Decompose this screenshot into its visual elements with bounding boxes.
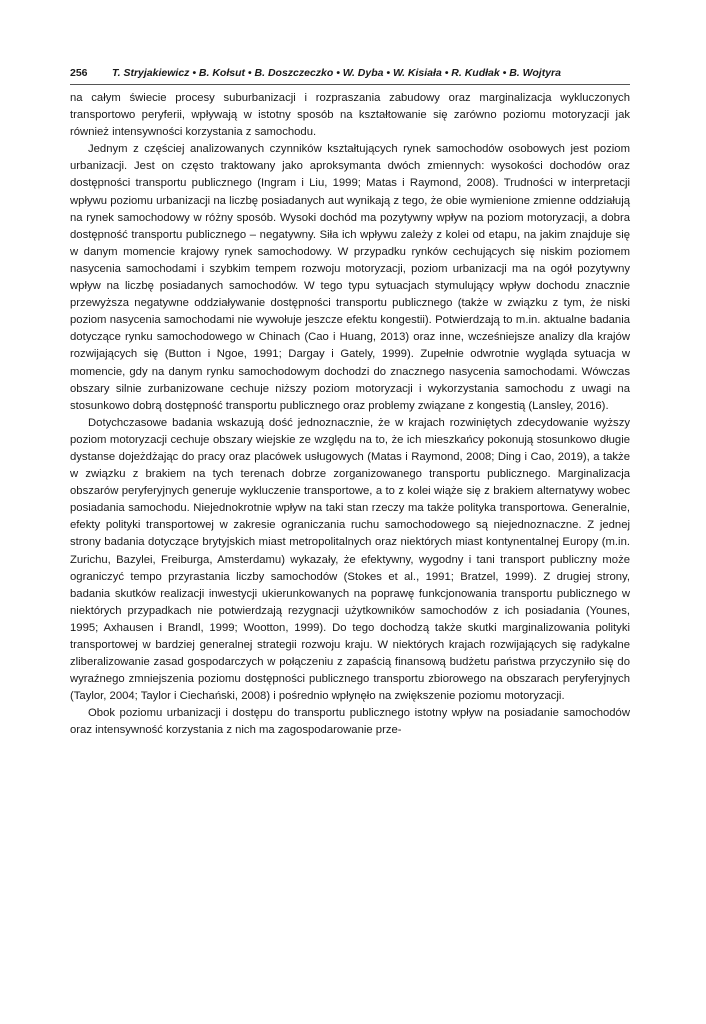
paragraph-2: Jednym z częściej analizowanych czynników kształtujących rynek samochodów osobowych jest poziom urbanizacji. Jest on często traktowany jako aproksymanta dwóch zmiennych: wysokości dochodów oraz dostępności transportu publicznego (Ingram i Liu, 1999; Matas i Raymond, 2008). Trudności w interpretacji wpływu poziomu urbanizacji na liczbę posiadanych aut wynikają z tego, że obie wymienione zmienne oddziałują na rynek samochodowy w różny sposób. Wysoki dochód ma pozytywny wpływ na poziom motoryzacji, a dobra dostępność transportu publicznego – negatywny. Siła ich wpływu zależy z kolei od etapu, na jakim znajduje się w danym momencie krajowy rynek samochodowy. W przypadku rynków cechujących się niskim poziomem nasycenia samochodami i szybkim tempem rozwoju motoryzacji, poziom urbanizacji ma na ogół pozytywny wpływ na liczbę posiadanych samochodów. W tego typu sytuacjach stymulujący wpływ dochodu znacznie przewyższa negatywne oddziaływanie dostępności transportu publicznego (także w związku z tym, że niski poziom nasycenia samochodami nie wywołuje jeszcze efektu kongestii). Potwierdzają to m.in. aktualne badania dotyczące rynku samochodowego w Chinach (Cao i Huang, 2013) oraz inne, wcześniejsze analizy dla krajów rozwijających się (Button i Ngoe, 1991; Dargay i Gately, 1999). Zupełnie odwrotnie wygląda sytuacja w momencie, gdy na danym rynku samochodowym dochodzi do znacznego nasycenia samochodami. Wówczas obszary silnie zurbanizowane cechuje niższy poziom motoryzacji i wykorzystania samochodu z uwagi na stosunkowo dobrą dostępność transportu publicznego oraz problemy związane z kongestią (Lansley, 2016).: [70, 143, 630, 412]
paragraph-1: na całym świecie procesy suburbanizacji i rozpraszania zabudowy oraz marginalizacja wykluczonych transportowo peryferii, wpływają w istotny sposób na kształtowanie się zarówno poziomu motoryzacji jak również intensywności korzystania z samochodu.: [70, 92, 630, 139]
paragraph-4: Obok poziomu urbanizacji i dostępu do transportu publicznego istotny wpływ na posiadanie samochodów oraz intensywność korzystania z nich ma zagospodarowanie prze-: [70, 707, 630, 737]
header-rule: [70, 84, 630, 85]
running-header: [70, 66, 630, 80]
running-header-authors: T. Stryjakiewicz • B. Kołsut • B. Doszczeczko • W. Dyba • W. Kisiała • R. Kudłak • B. Wojtyra: [112, 67, 561, 79]
page-number: 256: [70, 67, 88, 79]
paragraph-3: Dotychczasowe badania wskazują dość jednoznacznie, że w krajach rozwiniętych zdecydowanie wyższy poziom motoryzacji cechuje obszary wiejskie ze względu na to, że ich mieszkańcy pokonują stosunkowo długie dystanse dojeżdżając do pracy oraz placówek usługowych (Matas i Raymond, 2008; Ding i Cao, 2019), a także w związku z brakiem na tych terenach dobrze zorganizowanego transportu publicznego. Marginalizacja obszarów peryferyjnych generuje wykluczenie transportowe, a to z kolei wiąże się z brakiem alternatywy wobec posiadania samochodu. Niejednokrotnie wpływ na taki stan rzeczy ma także polityka transportowa. Generalnie, efekty polityki transportowej w zakresie ograniczania ruchu samochodowego są niejednoznaczne. Z jednej strony badania dotyczące brytyjskich miast metropolitalnych oraz niektórych miast kontynentalnej Europy (m.in. Zurichu, Bazylei, Freiburga, Amsterdamu) wykazały, że efektywny, wygodny i tani transport publiczny może ograniczyć tempo przyrastania liczby samochodów (Stokes et al., 1991; Bratzel, 1999). Z drugiej strony, badania skutków realizacji inwestycji ukierunkowanych na poprawę funkcjonowania transportu publicznego w niektórych przypadkach nie potwierdzają rezygnacji użytkowników samochodów z ich posiadania (Younes, 1995; Axhausen i Brandl, 1999; Wootton, 1999). Do tego dochodzą także skutki marginalizowania polityki transportowej w bardziej generalnej strategii rozwoju kraju. W niektórych krajach rozwijających się radykalne zliberalizowanie zasad gospodarczych w połączeniu z zapaścią finansową budżetu państwa przyczyniło się do wyraźnego zmniejszenia poziomu dostępności publicznego transportu zbiorowego na obszarach peryferyjnych (Taylor, 2004; Taylor i Ciechański, 2008) i pośrednio wpłynęło na zwiększenie poziomu motoryzacji.: [70, 416, 630, 703]
body-text: [70, 90, 630, 740]
